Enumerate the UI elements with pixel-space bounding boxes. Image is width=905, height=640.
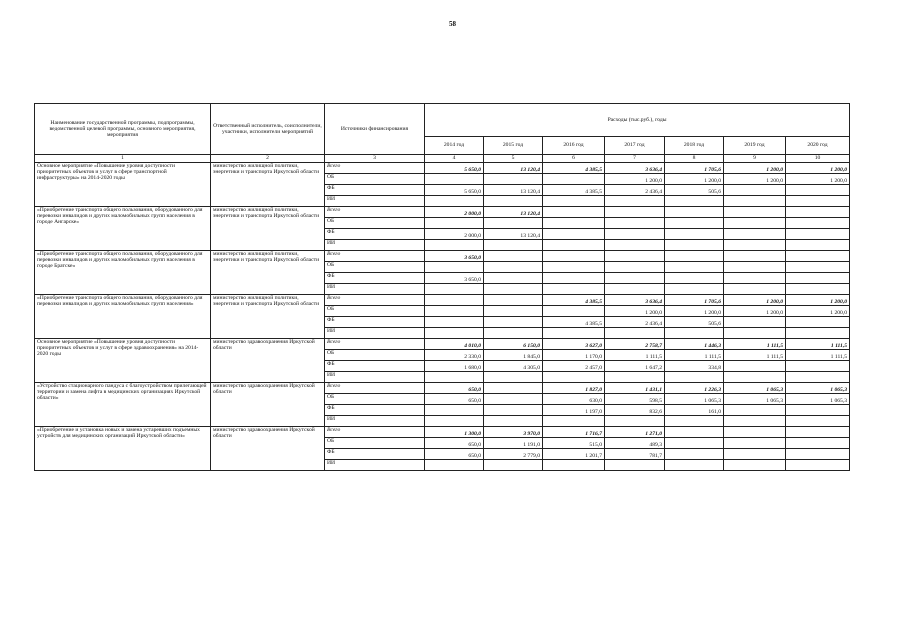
- cost-cell: 13 120,4: [484, 229, 543, 240]
- measure-name: «Приобретение транспорта общего пользования, оборудованного для перевозки инвалидов и других маломобильных групп населения»: [35, 295, 211, 339]
- cost-cell: [665, 328, 724, 339]
- cost-cell: 832,6: [605, 405, 665, 416]
- column-number: 9: [724, 155, 786, 163]
- header-year: 2015 год: [484, 137, 543, 155]
- expenses-table: [34, 103, 850, 471]
- column-number: 5: [484, 155, 543, 163]
- cost-cell: [484, 240, 543, 251]
- cost-cell: 1 200,0: [786, 174, 850, 185]
- cost-cell: 1 200,0: [724, 295, 786, 306]
- cost-cell: [425, 295, 484, 306]
- cost-cell: [484, 251, 543, 262]
- column-number: 6: [543, 155, 605, 163]
- cost-cell: [484, 218, 543, 229]
- cost-cell: [605, 328, 665, 339]
- cost-cell: 1 446,3: [665, 339, 724, 350]
- cost-cell: [484, 328, 543, 339]
- cost-cell: [484, 383, 543, 394]
- cost-cell: [724, 372, 786, 383]
- column-number: 3: [325, 155, 425, 163]
- cost-cell: [786, 317, 850, 328]
- cost-cell: 161,0: [665, 405, 724, 416]
- cost-cell: 1 111,5: [605, 350, 665, 361]
- cost-cell: [605, 273, 665, 284]
- cost-cell: [543, 416, 605, 427]
- funding-source: Всего: [325, 295, 425, 306]
- cost-cell: [543, 229, 605, 240]
- cost-cell: 1 200,0: [786, 295, 850, 306]
- cost-cell: [665, 460, 724, 471]
- cost-cell: 1 201,7: [543, 449, 605, 460]
- cost-cell: 1 197,0: [543, 405, 605, 416]
- header-year: 2018 год: [665, 137, 724, 155]
- cost-cell: 2 758,7: [605, 339, 665, 350]
- cost-cell: 1 647,2: [605, 361, 665, 372]
- funding-source: ФБ: [325, 449, 425, 460]
- cost-cell: [724, 273, 786, 284]
- funding-source: ИИ: [325, 240, 425, 251]
- column-number: 10: [786, 155, 850, 163]
- cost-cell: 505,6: [665, 317, 724, 328]
- cost-cell: 650,0: [425, 383, 484, 394]
- cost-cell: [786, 185, 850, 196]
- cost-cell: [425, 174, 484, 185]
- cost-cell: 489,3: [605, 438, 665, 449]
- funding-source: ФБ: [325, 229, 425, 240]
- measure-name: Основное мероприятие «Повышение уровня доступности приоритетных объектов и услуг в сфере здравоохранения» на 2014-2020 годы: [35, 339, 211, 383]
- funding-source: Всего: [325, 163, 425, 174]
- table-row: [35, 339, 850, 350]
- cost-cell: [665, 273, 724, 284]
- header-year: 2014 год: [425, 137, 484, 155]
- cost-cell: 1 705,6: [665, 163, 724, 174]
- cost-cell: [665, 240, 724, 251]
- cost-cell: 650,0: [425, 449, 484, 460]
- cost-cell: [425, 240, 484, 251]
- cost-cell: 1 200,0: [786, 163, 850, 174]
- header-name: Наименование государственной программы, подпрограммы, ведомственной целевой программы, основного мероприятия, мероприятия: [35, 104, 211, 155]
- measure-executor: министерство жилищной политики, энергетики и транспорта Иркутской области: [211, 163, 325, 207]
- cost-cell: [724, 251, 786, 262]
- cost-cell: [786, 218, 850, 229]
- cost-cell: [665, 229, 724, 240]
- cost-cell: [724, 229, 786, 240]
- cost-cell: [724, 328, 786, 339]
- cost-cell: 1 065,3: [665, 394, 724, 405]
- column-number: 8: [665, 155, 724, 163]
- cost-cell: 2 000,0: [425, 207, 484, 218]
- cost-cell: [543, 240, 605, 251]
- cost-cell: 1 200,0: [786, 306, 850, 317]
- cost-cell: [724, 460, 786, 471]
- cost-cell: [425, 372, 484, 383]
- cost-cell: [605, 416, 665, 427]
- cost-cell: [543, 251, 605, 262]
- cost-cell: 3 650,0: [425, 251, 484, 262]
- cost-cell: [665, 427, 724, 438]
- cost-cell: [425, 317, 484, 328]
- cost-cell: 2 457,0: [543, 361, 605, 372]
- cost-cell: [724, 185, 786, 196]
- funding-source: ФБ: [325, 273, 425, 284]
- cost-cell: [425, 306, 484, 317]
- cost-cell: [543, 306, 605, 317]
- cost-cell: [484, 372, 543, 383]
- cost-cell: [543, 284, 605, 295]
- measure-executor: министерство жилищной политики, энергетики и транспорта Иркутской области: [211, 251, 325, 295]
- funding-source: ОБ: [325, 262, 425, 273]
- cost-cell: 1 170,0: [543, 350, 605, 361]
- cost-cell: [484, 394, 543, 405]
- cost-cell: [786, 207, 850, 218]
- cost-cell: 2 779,0: [484, 449, 543, 460]
- funding-source: Всего: [325, 339, 425, 350]
- cost-cell: [605, 207, 665, 218]
- cost-cell: [484, 295, 543, 306]
- cost-cell: 1 191,0: [484, 438, 543, 449]
- cost-cell: 1 705,6: [665, 295, 724, 306]
- cost-cell: [786, 449, 850, 460]
- cost-cell: [543, 218, 605, 229]
- cost-cell: 1 111,5: [724, 350, 786, 361]
- cost-cell: 1 065,3: [786, 394, 850, 405]
- cost-cell: 2 000,0: [425, 229, 484, 240]
- header-year: 2020 год: [786, 137, 850, 155]
- funding-source: ОБ: [325, 350, 425, 361]
- cost-cell: [605, 251, 665, 262]
- cost-cell: [665, 438, 724, 449]
- cost-cell: 1 065,3: [786, 383, 850, 394]
- cost-cell: [665, 196, 724, 207]
- funding-source: ИИ: [325, 372, 425, 383]
- cost-cell: [724, 405, 786, 416]
- cost-cell: 1 200,0: [665, 174, 724, 185]
- cost-cell: 4 010,0: [425, 339, 484, 350]
- cost-cell: 1 200,0: [605, 174, 665, 185]
- cost-cell: [543, 207, 605, 218]
- cost-cell: [665, 207, 724, 218]
- cost-cell: [665, 416, 724, 427]
- table-row: [35, 427, 850, 438]
- cost-cell: 630,0: [543, 394, 605, 405]
- cost-cell: [543, 174, 605, 185]
- cost-cell: [665, 262, 724, 273]
- table-row: [35, 295, 850, 306]
- cost-cell: [724, 416, 786, 427]
- cost-cell: 1 200,0: [724, 163, 786, 174]
- funding-source: Всего: [325, 207, 425, 218]
- cost-cell: 1 065,3: [724, 383, 786, 394]
- cost-cell: 3 636,4: [605, 295, 665, 306]
- column-number: 1: [35, 155, 211, 163]
- measure-name: «Приобретение транспорта общего пользования, оборудованного для перевозки инвалидов и других маломобильных групп населения в городе Ангарске»: [35, 207, 211, 251]
- funding-source: Всего: [325, 251, 425, 262]
- cost-cell: 598,5: [605, 394, 665, 405]
- cost-cell: [724, 449, 786, 460]
- cost-cell: [724, 196, 786, 207]
- cost-cell: [425, 328, 484, 339]
- measure-executor: министерство здравоохранения Иркутской области: [211, 427, 325, 471]
- cost-cell: [484, 317, 543, 328]
- cost-cell: 4 385,5: [543, 185, 605, 196]
- cost-cell: 3 627,0: [543, 339, 605, 350]
- funding-source: ИИ: [325, 416, 425, 427]
- cost-cell: 13 120,4: [484, 163, 543, 174]
- funding-source: ФБ: [325, 405, 425, 416]
- cost-cell: 1 226,3: [665, 383, 724, 394]
- header-year: 2016 год: [543, 137, 605, 155]
- cost-cell: [605, 460, 665, 471]
- cost-cell: [605, 218, 665, 229]
- cost-cell: [425, 460, 484, 471]
- funding-source: ФБ: [325, 361, 425, 372]
- cost-cell: [605, 262, 665, 273]
- cost-cell: [665, 251, 724, 262]
- table-row: [35, 383, 850, 394]
- cost-cell: [543, 328, 605, 339]
- funding-source: ФБ: [325, 317, 425, 328]
- cost-cell: [786, 416, 850, 427]
- cost-cell: [425, 218, 484, 229]
- table-row: [35, 251, 850, 262]
- cost-cell: [543, 273, 605, 284]
- measure-executor: министерство жилищной политики, энергетики и транспорта Иркутской области: [211, 207, 325, 251]
- column-number: 7: [605, 155, 665, 163]
- cost-cell: 650,0: [425, 394, 484, 405]
- cost-cell: 1 716,7: [543, 427, 605, 438]
- cost-cell: [484, 284, 543, 295]
- funding-source: ИИ: [325, 196, 425, 207]
- funding-source: Всего: [325, 427, 425, 438]
- cost-cell: [543, 460, 605, 471]
- cost-cell: [786, 460, 850, 471]
- cost-cell: [484, 405, 543, 416]
- cost-cell: [724, 361, 786, 372]
- cost-cell: [425, 262, 484, 273]
- cost-cell: [724, 218, 786, 229]
- cost-cell: 515,0: [543, 438, 605, 449]
- cost-cell: 1 065,3: [724, 394, 786, 405]
- funding-source: ИИ: [325, 460, 425, 471]
- cost-cell: 5 650,0: [425, 163, 484, 174]
- cost-cell: [786, 196, 850, 207]
- cost-cell: [724, 240, 786, 251]
- cost-cell: [484, 273, 543, 284]
- cost-cell: [484, 174, 543, 185]
- cost-cell: 1 300,0: [425, 427, 484, 438]
- table-row: [35, 207, 850, 218]
- table-row: [35, 163, 850, 174]
- cost-cell: [425, 405, 484, 416]
- cost-cell: [786, 438, 850, 449]
- cost-cell: [786, 273, 850, 284]
- cost-cell: 1 111,5: [786, 339, 850, 350]
- cost-cell: 4 385,5: [543, 295, 605, 306]
- cost-cell: 2 436,4: [605, 185, 665, 196]
- cost-cell: [605, 196, 665, 207]
- cost-cell: 2 330,0: [425, 350, 484, 361]
- cost-cell: 1 111,5: [724, 339, 786, 350]
- cost-cell: 3 970,0: [484, 427, 543, 438]
- cost-cell: 1 200,0: [724, 174, 786, 185]
- measure-executor: министерство здравоохранения Иркутской области: [211, 383, 325, 427]
- header-costs: Расходы (тыс.руб.), годы: [425, 104, 850, 137]
- cost-cell: 650,0: [425, 438, 484, 449]
- cost-cell: [543, 262, 605, 273]
- cost-cell: 4 305,0: [484, 361, 543, 372]
- cost-cell: 2 436,4: [605, 317, 665, 328]
- funding-source: ИИ: [325, 284, 425, 295]
- cost-cell: [786, 405, 850, 416]
- cost-cell: [786, 240, 850, 251]
- cost-cell: [786, 262, 850, 273]
- cost-cell: [786, 427, 850, 438]
- column-number: 2: [211, 155, 325, 163]
- header-source: Источники финансирования: [325, 104, 425, 155]
- funding-source: ОБ: [325, 438, 425, 449]
- cost-cell: [543, 196, 605, 207]
- funding-source: ОБ: [325, 174, 425, 185]
- cost-cell: 3 636,4: [605, 163, 665, 174]
- funding-source: ОБ: [325, 218, 425, 229]
- cost-cell: [425, 284, 484, 295]
- cost-cell: 1 200,0: [665, 306, 724, 317]
- cost-cell: [786, 361, 850, 372]
- funding-source: Всего: [325, 383, 425, 394]
- cost-cell: 334,8: [665, 361, 724, 372]
- cost-cell: 1 200,0: [724, 306, 786, 317]
- cost-cell: [543, 372, 605, 383]
- cost-cell: [605, 229, 665, 240]
- funding-source: ФБ: [325, 185, 425, 196]
- cost-cell: [484, 460, 543, 471]
- cost-cell: 505,6: [665, 185, 724, 196]
- measure-name: «Приобретение и установка новых и замена устаревших подъемных устройств для медицинских организаций Иркутской области»: [35, 427, 211, 471]
- cost-cell: [665, 284, 724, 295]
- cost-cell: [484, 196, 543, 207]
- cost-cell: 4 385,5: [543, 163, 605, 174]
- cost-cell: 1 431,1: [605, 383, 665, 394]
- funding-source: ИИ: [325, 328, 425, 339]
- cost-cell: 13 120,4: [484, 207, 543, 218]
- cost-cell: [665, 218, 724, 229]
- cost-cell: [724, 262, 786, 273]
- column-number: 4: [425, 155, 484, 163]
- cost-cell: 1 111,5: [665, 350, 724, 361]
- cost-cell: 1 111,5: [786, 350, 850, 361]
- measure-name: «Устройство стационарного пандуса с благоустройством прилегающей территории и замена лифта в медицинских организациях Иркутской области»: [35, 383, 211, 427]
- cost-cell: 1 845,0: [484, 350, 543, 361]
- header-year: 2017 год: [605, 137, 665, 155]
- cost-cell: 4 385,5: [543, 317, 605, 328]
- cost-cell: [786, 251, 850, 262]
- cost-cell: 1 271,0: [605, 427, 665, 438]
- cost-cell: [724, 438, 786, 449]
- cost-cell: 781,7: [605, 449, 665, 460]
- measure-executor: министерство здравоохранения Иркутской области: [211, 339, 325, 383]
- header-exec: Ответственный исполнитель, соисполнители, участники, исполнители мероприятий: [211, 104, 325, 155]
- cost-cell: 13 120,4: [484, 185, 543, 196]
- cost-cell: 5 650,0: [425, 185, 484, 196]
- cost-cell: [605, 284, 665, 295]
- cost-cell: 1 680,0: [425, 361, 484, 372]
- cost-cell: [786, 328, 850, 339]
- cost-cell: 1 200,0: [605, 306, 665, 317]
- cost-cell: [786, 229, 850, 240]
- cost-cell: [665, 449, 724, 460]
- cost-cell: [484, 262, 543, 273]
- cost-cell: [605, 240, 665, 251]
- cost-cell: [484, 306, 543, 317]
- page-number: 58: [449, 20, 456, 28]
- cost-cell: [786, 372, 850, 383]
- cost-cell: 6 150,0: [484, 339, 543, 350]
- cost-cell: [724, 317, 786, 328]
- funding-source: ОБ: [325, 394, 425, 405]
- cost-cell: [786, 284, 850, 295]
- measure-name: «Приобретение транспорта общего пользования, оборудованного для перевозки инвалидов и других маломобильных групп населения в городе Братске»: [35, 251, 211, 295]
- header-year: 2019 год: [724, 137, 786, 155]
- cost-cell: [724, 207, 786, 218]
- cost-cell: [724, 284, 786, 295]
- cost-cell: 1 827,0: [543, 383, 605, 394]
- cost-cell: [665, 372, 724, 383]
- cost-cell: [605, 372, 665, 383]
- cost-cell: [425, 416, 484, 427]
- funding-source: ОБ: [325, 306, 425, 317]
- cost-cell: 3 650,0: [425, 273, 484, 284]
- cost-cell: [724, 427, 786, 438]
- cost-cell: [425, 196, 484, 207]
- measure-name: Основное мероприятие «Повышение уровня доступности приоритетных объектов и услуг в сфере транспортной инфраструктуры» на 2014-2020 годы: [35, 163, 211, 207]
- cost-cell: [484, 416, 543, 427]
- measure-executor: министерство жилищной политики, энергетики и транспорта Иркутской области: [211, 295, 325, 339]
